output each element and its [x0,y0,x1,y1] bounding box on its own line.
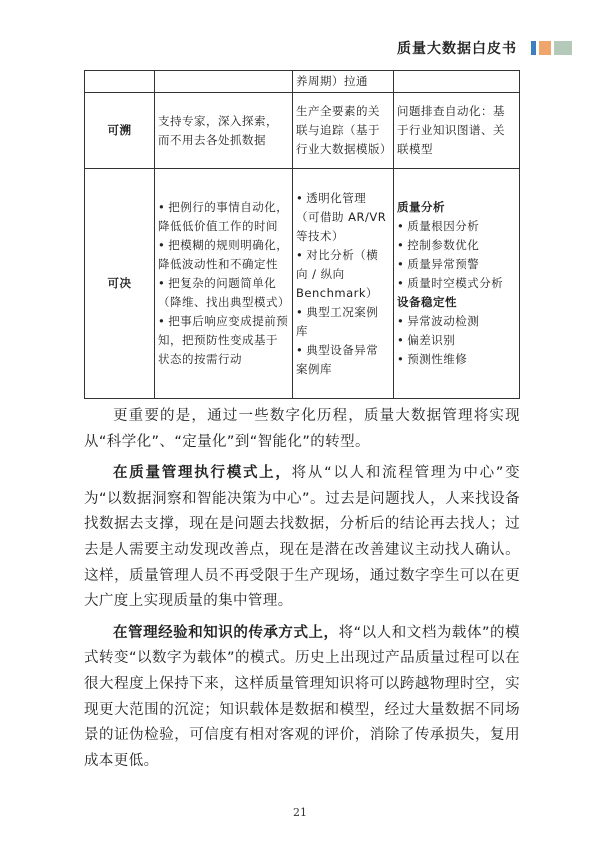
table-row-decidable [85,169,520,399]
list-item: • 质量异常预警 [397,257,480,271]
list-item: • 控制参数优化 [397,238,480,252]
list-item: • 把模糊的规则明确化，降低波动性和不确定性 [158,238,289,271]
paragraph-lead: 在质量管理执行模式上， [113,465,292,482]
table-cell-empty [394,71,520,93]
row-header-traceable: 可溯 [85,93,155,169]
list-item: • 偏差识别 [397,333,456,347]
list-item: • 质量时空模式分析 [397,276,504,290]
capability-table [84,70,520,399]
paragraph-lead: 在管理经验和知识的传承方式上， [113,624,339,641]
page-header [397,38,572,58]
paragraph: 在管理经验和知识的传承方式上，将“以人和文档为载体”的模式转变“以数字为载体”的模式。历史上出现过产品质量过程可以在很大程度上保持下来，这样质量管理知识将可以跨越物理时空，实现更大范围的沉淀；知识载体是数据和模型，经过大量数据不同场景的证伪检验，可信度有相对客观的评价，消除了传承损失，复用成本更低。 [84,624,520,769]
list-item: • 典型设备异常案例库 [296,342,379,376]
table-row-traceable [85,93,520,169]
table-row-continuation [85,71,520,93]
paragraph: 更重要的是，通过一些数字化历程，质量大数据管理将实现从“科学化”、“定量化”到“智能化”的转型。 [84,408,520,450]
paragraph: 在质量管理执行模式上，将从“以人和流程管理为中心”变为“以数据洞察和智能决策为中心”。过去是问题找人，人来找设备找数据去支撑，现在是问题去找数据，分析后的结论再去找人；过去是人需要主动发现改善点，现在是潜在改善建议主动找人确认。这样，质量管理人员不再受限于生产现场，通过数字孪生可以在更大广度上实现质量的集中管理。 [84,465,520,610]
page-number: 21 [293,806,307,819]
table-cell-decidable-col1 [155,169,293,399]
table-cell-traceable-col3: 问题排查自动化：基于行业知识图谱、关联模型 [394,93,520,169]
table-cell-empty [155,71,293,93]
list-item: • 把复杂的问题简单化（降维、找出典型模式） [158,276,290,309]
list-item: • 把事后响应变成提前预知，把预防性变成基于状态的按需行动 [158,314,289,366]
list-item: • 透明化管理（可借助 AR/VR 等技术） [296,190,387,243]
list-item: • 对比分析（横向 / 纵向 Benchmark） [296,247,379,300]
table-cell-decidable-col3 [394,169,520,399]
list-item: • 预测性维修 [397,352,468,366]
table-cell-decidable-col2 [293,169,394,399]
table-cell-traceable-col1: 支持专家，深入探索，而不用去各处抓数据 [155,93,293,169]
header-title: 质量大数据白皮书 [397,41,517,57]
table-cell-traceable-col2: 生产全要素的关联与追踪（基于行业大数据模版） [293,93,394,169]
list-item: • 把例行的事情自动化，降低低价值工作的时间 [158,200,289,233]
header-block-green [554,41,572,55]
group-title: 质量分析 [397,200,445,214]
header-color-blocks [531,41,572,55]
group-title: 设备稳定性 [397,295,457,309]
list-item: • 典型工况案例库 [296,304,379,338]
header-block-orange [539,41,551,55]
body-text [84,404,520,774]
table-cell-empty [85,71,155,93]
table-cell-fragment: 养周期）拉通 [293,71,394,93]
list-item: • 异常波动检测 [397,314,480,328]
header-block-blue [531,41,536,55]
row-header-decidable: 可决 [85,169,155,399]
list-item: • 质量根因分析 [397,219,480,233]
